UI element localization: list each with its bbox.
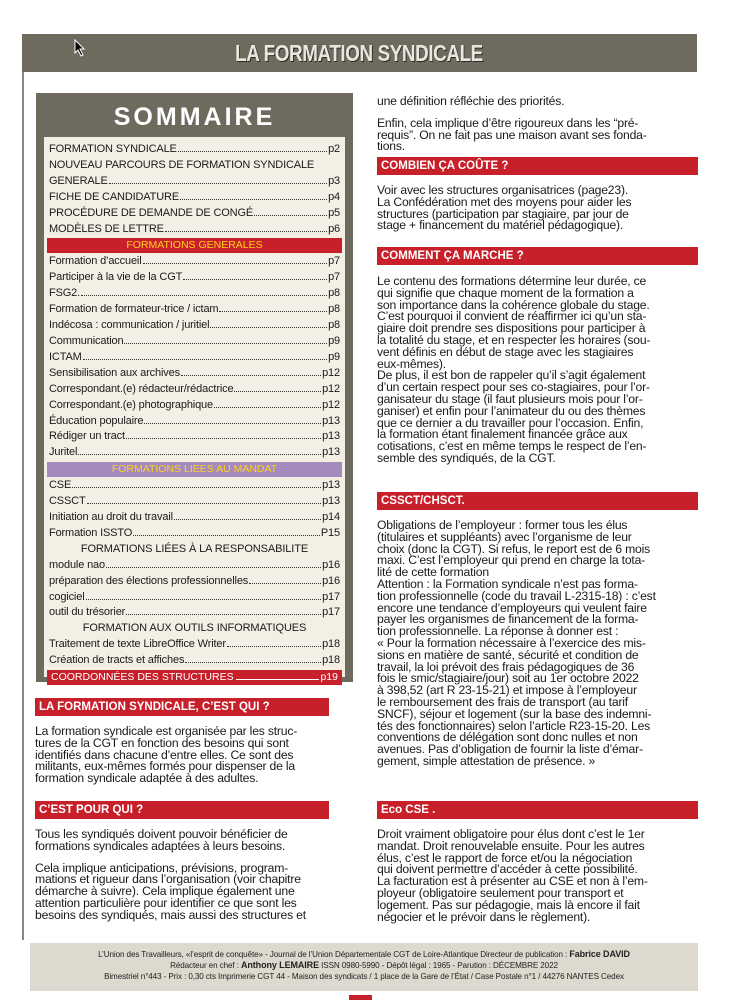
toc-item-page: p5 [328, 206, 340, 219]
toc-item-page: p6 [328, 222, 340, 235]
text-line: Droit vraiment obligatoire pour élus dont c’est le 1er [377, 827, 645, 841]
text-line: Tous les syndiqués doivent pouvoir bénéficier de [35, 827, 288, 841]
band-formations-generales: FORMATIONS GENERALES [47, 238, 342, 253]
text-line: identifiés dans chacune d’entre elles. Ce sont des [35, 747, 294, 762]
text-line: qui doivent permettre d’accéder à cette possibilité. [377, 862, 638, 877]
footer-text: Rédacteur en chef : [170, 961, 241, 971]
text-line: eux-mêmes). [377, 356, 446, 371]
toc-item-page: p12 [322, 366, 340, 379]
text-line: stage + financement du matériel pédagogique). [377, 218, 624, 233]
toc-item[interactable] [47, 398, 342, 414]
leader-line [126, 614, 321, 615]
toc-item[interactable] [47, 334, 342, 350]
toc-item-page: P15 [320, 526, 340, 539]
toc-coordonnees[interactable] [47, 670, 342, 685]
text-line: tés des fonctionnaires) selon l’article R23-15-20. Les [377, 718, 651, 733]
section-title-eco-cse: Eco CSE . [377, 801, 698, 819]
leader-line [165, 231, 327, 232]
toc-item-label: Formation d’accueil [49, 255, 142, 268]
toc-item[interactable] [47, 526, 342, 542]
section-text-marche [377, 276, 698, 465]
leader-line [81, 295, 327, 296]
leader-line [86, 599, 322, 600]
leader-line [109, 183, 327, 184]
section-text-qui [35, 726, 329, 785]
toc-item-label: Initiation au droit du travail [49, 511, 173, 524]
text-line: La Confédération met des moyens pour aider les [377, 194, 632, 209]
toc-item-label: Indécosa : communication / juritiel [49, 319, 210, 332]
text-line: ployeur (obligatoire seulement pour transport et [377, 885, 624, 900]
toc-item-label: module nao [49, 558, 105, 571]
text-line: La formation syndicale est organisée par les struc- [35, 724, 298, 738]
toc-coordonnees-page: p19 [320, 671, 338, 684]
leader-line [178, 151, 327, 152]
text-line: travail, la loi prévoit des frais pédagogiques de 36 [377, 659, 635, 674]
text-line: « Pour la formation nécessaire à l’exercice des mis- [377, 635, 646, 650]
paragraph [377, 276, 698, 465]
section-text-eco-cse [377, 829, 698, 923]
leader-line [143, 263, 328, 264]
band-formations-mandat: FORMATIONS LIEES AU MANDAT [47, 462, 342, 477]
text-line: conventions de délégation sont donc nulles et non [377, 730, 638, 745]
footer-text: ISSN 0980-5990 - Dépôt légal : 1965 - Parution : DÉCEMBRE 2022 [318, 961, 558, 971]
text-line: maxi. C’est l’employeur qui prend en charge la tota- [377, 553, 646, 568]
toc-item[interactable] [47, 302, 342, 318]
text-line: tures de la CGT en fonction des besoins qui sont [35, 735, 289, 750]
leader-line [236, 679, 320, 680]
leader-line [126, 438, 321, 439]
text-line: Voir avec les structures organisatrices (page23). [377, 183, 628, 197]
toc-item[interactable] [47, 590, 342, 606]
toc-item-label: Juritel [49, 446, 78, 459]
leader-line [249, 583, 321, 584]
leader-line [78, 454, 321, 455]
text-line: C’est pourquoi il convient de réaffirmer ici qu’un sta- [377, 309, 647, 324]
toc-item-label: ICTAM [49, 350, 82, 363]
text-line: que ce dernier a du travailler pour l’occasion. Enfin, [377, 415, 644, 430]
text-line: Cela implique anticipations, prévisions, program- [35, 860, 289, 875]
section-title-qui: LA FORMATION SYNDICALE, C’EST QUI ? [35, 698, 329, 716]
toc-item[interactable] [47, 653, 342, 669]
text-line: son importance dans la cohérence globale du stage. [377, 297, 650, 312]
sommaire-title: SOMMAIRE [113, 103, 276, 131]
leader-line [183, 279, 327, 280]
text-line: besoins des syndiqués, mais aussi des structures et [35, 907, 306, 922]
toc-item-page: p17 [322, 590, 340, 603]
text-line: De plus, il est bon de rappeler qu’il s’agit également [377, 368, 646, 383]
section-title-cout: COMBIEN ÇA COÛTE ? [377, 157, 698, 175]
text-line: la formation étant finalement financée grâce aux [377, 427, 628, 442]
leader-line [185, 662, 321, 663]
sommaire-box [36, 93, 353, 682]
text-line: formations syndicales adaptées à leurs besoins. [35, 838, 286, 853]
footer-line-2 [36, 960, 692, 971]
toc-item-label: Participer à la vie de la CGT [49, 271, 183, 284]
toc-item[interactable] [47, 270, 342, 286]
toc-item-label: NOUVEAU PARCOURS DE FORMATION SYNDICALE [49, 158, 315, 171]
toc-item-page: p9 [328, 350, 340, 363]
heading-responsabilite: FORMATIONS LIÉES À LA RESPONSABILITE [80, 542, 309, 555]
footer-line-1 [36, 949, 692, 960]
text-line: mations et rigueur dans l’organisation (voir chapitre [35, 872, 301, 887]
toc-item-label: FICHE DE CANDIDATURE [49, 190, 180, 203]
leader-line [87, 503, 322, 504]
toc-item-page: p13 [322, 430, 340, 443]
section-text-pour-qui [35, 829, 329, 922]
text-line: logement. Pas sur pédagogie, mais là encore il fait [377, 897, 640, 912]
toc-item-page: p3 [328, 174, 340, 187]
text-line: démarche à suivre). Cela implique également une [35, 884, 295, 899]
toc-item-label: Communication [49, 334, 124, 347]
text-line: tion professionnelle. La réponse à donner est : [377, 624, 619, 639]
leader-line [181, 375, 321, 376]
toc-item[interactable] [47, 142, 342, 158]
leader-line [72, 487, 321, 488]
toc-item-page: p16 [322, 574, 340, 587]
toc-item-page: p13 [322, 414, 340, 427]
toc-item-page: p7 [328, 271, 340, 284]
section-text-cout [377, 185, 698, 232]
text-line: formation syndicale adaptée à des adultes. [35, 771, 259, 786]
text-line: élus, c’est le rapport de force et/ou la négociation [377, 850, 633, 865]
text-line: requis”. On ne fait pas une maison avant ses fonda- [377, 127, 647, 142]
text-line: mandat. Droit renouvelable ensuite. Pour les autres [377, 838, 645, 853]
toc-item-label: Formation ISSTO [49, 526, 133, 539]
section-title-cssct: CSSCT/CHSCT. [377, 492, 698, 510]
text-line: la totalité du stage, et en respecter les horaires (sou- [377, 332, 651, 347]
toc-item[interactable] [47, 558, 342, 574]
leader-line [180, 199, 327, 200]
toc-item[interactable] [47, 350, 342, 366]
text-line: tions. [377, 139, 405, 154]
toc-item-page: p4 [328, 190, 340, 203]
footer-line-3: Bimestriel n°443 - Prix : 0,30 cts Imprimerie CGT 44 - Maison des syndicats / 1 place de la Gare de l’État / Case Postale n°1 / 44276 NANTES Cedex [104, 972, 624, 982]
section-text-cssct [377, 520, 698, 768]
text-line: qui signifie que chaque moment de la formation a [377, 285, 634, 300]
toc-item-page: p14 [322, 511, 340, 524]
toc-item[interactable] [47, 605, 342, 621]
toc-item-page: p18 [322, 654, 340, 667]
footer-text: L’Union des Travailleurs, «l’esprit de conquête» - Journal de l’Union Départementale CGT de Loire-Atlantique Directeur de publication : [98, 950, 570, 959]
toc-item[interactable] [47, 478, 342, 494]
toc-item-page: p13 [322, 446, 340, 459]
toc-coordonnees-label: COORDONNÉES DES STRUCTURES [51, 671, 234, 684]
text-line: choix (donc la CGT). Si refus, le report est de 6 mois [377, 541, 651, 556]
text-line: payer les organismes de financement de la forma- [377, 612, 639, 627]
toc-item-page: p17 [322, 606, 340, 619]
toc-item-label: Correspondant.(e) photographique [49, 398, 213, 411]
toc-item[interactable] [47, 445, 342, 461]
leader-line [219, 311, 327, 312]
toc-item-page: p8 [328, 287, 340, 300]
leader-line [214, 407, 321, 408]
toc-item-label: préparation des élections professionnelles [49, 574, 249, 587]
leader-line [133, 535, 320, 536]
toc-item-page: p12 [322, 398, 340, 411]
section-text-intro [377, 96, 698, 153]
left-rule [22, 72, 24, 940]
toc-item-label: FORMATION SYNDICALE [49, 143, 177, 155]
paragraph [35, 860, 329, 922]
toc-item[interactable] [47, 574, 342, 590]
text-line: La facturation est à présenter au CSE et non à l’em- [377, 874, 648, 889]
text-line: ganisateur du stage (il faut plusieurs mois pour l’or- [377, 391, 643, 406]
toc-item[interactable] [47, 637, 342, 653]
toc-item-page: p18 [322, 638, 340, 651]
text-line: Le contenu des formations détermine leur durée, ce [377, 274, 647, 288]
toc-item-label: Traitement de texte LibreOffice Writer [49, 638, 226, 651]
text-line: sions en matière de santé, sécurité et condition de [377, 647, 639, 662]
toc-item[interactable] [47, 174, 342, 190]
text-line: encore une tendance d’employeurs qui veulent faire [377, 600, 647, 615]
toc-item-label: cogiciel [49, 590, 85, 603]
toc-item-label: outil du trésorier [49, 606, 126, 619]
toc-item[interactable] [47, 222, 342, 238]
text-line: attention particulière pour identifier ce que sont les [35, 895, 297, 910]
toc-item[interactable] [47, 494, 342, 510]
leader-line [254, 215, 327, 216]
text-line: négocier et le prévoir dans le règlement). [377, 909, 591, 924]
text-line: giaire doit prendre ses dispositions pour participer à [377, 321, 646, 336]
toc-item[interactable] [47, 190, 342, 206]
leader-line [144, 423, 321, 424]
paragraph [377, 829, 698, 923]
leader-line [124, 343, 327, 344]
toc-item-page: p12 [322, 382, 340, 395]
section-title-marche: COMMENT ÇA MARCHE ? [377, 247, 698, 265]
toc-item-page: p7 [328, 255, 340, 268]
text-line: fois le smic/stagiaire/jour) soit au 1er octobre 2022 [377, 671, 639, 686]
paragraph [35, 726, 329, 785]
text-line: vent définis en début de stage avec les stagiaires [377, 344, 634, 359]
toc-item[interactable] [47, 414, 342, 430]
toc-item[interactable] [47, 429, 342, 445]
paragraph [377, 185, 698, 232]
toc-item-label: MODÈLES DE LETTRE [49, 222, 164, 235]
text-line: Enfin, cela implique d’être rigoureux dans les “pré- [377, 115, 639, 130]
section-title-pour-qui: C’EST POUR QUI ? [35, 801, 329, 819]
page-marker [349, 995, 372, 1000]
toc-item-page: p13 [322, 479, 340, 492]
text-line: une définition réfléchie des priorités. [377, 94, 565, 108]
toc-item[interactable] [47, 382, 342, 398]
leader-line [227, 646, 321, 647]
text-line: d’un certain respect pour ses co-stagiaires, pour l’or- [377, 380, 650, 395]
heading-outils: FORMATION AUX OUTILS INFORMATIQUES [82, 622, 307, 635]
toc-item-label: Correspondant.(e) rédacteur/rédactrice [49, 382, 234, 395]
toc-item-page: p2 [328, 143, 340, 155]
toc-item-page: p9 [328, 334, 340, 347]
leader-line [174, 519, 321, 520]
toc-item-label: CSSCT [49, 495, 86, 508]
leader-line [234, 391, 321, 392]
toc-item-label: Éducation populaire [49, 414, 144, 427]
toc-item[interactable] [47, 206, 342, 222]
toc-item-label: Sensibilisation aux archives [49, 366, 180, 379]
toc-item-page: p16 [322, 558, 340, 571]
toc-item-page: p13 [322, 495, 340, 508]
text-line: cotisations, c’est en même temps le respect de l’en- [377, 439, 647, 454]
paragraph [377, 96, 698, 108]
paragraph [35, 829, 329, 853]
toc-item-label: CSE [49, 479, 72, 492]
text-line: Attention : la Formation syndicale n’est pas forma- [377, 576, 638, 591]
toc-item[interactable] [47, 286, 342, 302]
toc-item[interactable] [47, 254, 342, 270]
toc-item-label: Rédiger un tract [49, 430, 125, 443]
toc-item[interactable] [47, 318, 342, 334]
toc-item[interactable] [47, 510, 342, 526]
text-line: structures (participation par stagiaire, par jour de [377, 206, 629, 221]
toc-item-label: GENERALE [49, 174, 108, 187]
text-line: avenues. Pas d’obligation de fournir la liste d’émar- [377, 742, 643, 757]
mouse-pointer-icon [74, 39, 86, 57]
toc-item-page: p8 [328, 319, 340, 332]
editor-name: Anthony LEMAIRE [240, 960, 319, 971]
page-title: LA FORMATION SYNDICALE [235, 39, 484, 66]
text-line: Obligations de l’employeur : former tous les élus [377, 518, 628, 532]
text-line: le remboursement des frais de transport (au tarif [377, 694, 628, 709]
toc-item-label: Création de tracts et affiches [49, 654, 185, 667]
toc-item[interactable] [47, 366, 342, 382]
toc-item-page: p8 [328, 303, 340, 316]
text-line: semble des syndiqués, de la CGT. [377, 450, 556, 465]
text-line: militants, eux-mêmes formés pour dispenser de la [35, 759, 295, 774]
leader-line [83, 359, 327, 360]
toc-item-label: Formation de formateur-trice / ictam [49, 303, 219, 316]
text-line: gement, simple attestation de présence. » [377, 753, 596, 768]
text-line: à 398,52 (art R 23-15-21) et impose à l’employeur [377, 683, 637, 698]
page-header [22, 34, 697, 72]
toc-item-label: FSG2. [49, 287, 81, 300]
publication-footer [30, 943, 698, 991]
text-line: tion professionnelle (code du travail L-2315-18) : c’est [377, 588, 656, 603]
text-line: SNCF), séjour et logement (sur la base des indemni- [377, 706, 652, 721]
paragraph [377, 115, 698, 154]
text-line: (titulaires et suppléants) avec l’organisme de leur [377, 529, 632, 544]
toc-item-label: PROCÉDURE DE DEMANDE DE CONGÉ [49, 206, 254, 219]
paragraph [377, 520, 698, 768]
leader-line [210, 327, 327, 328]
leader-line [106, 567, 321, 568]
director-name: Fabrice DAVID [569, 949, 630, 959]
toc-item[interactable] [47, 158, 342, 174]
text-line: ganiser) et enfin pour l’animateur du ou des thèmes [377, 403, 646, 418]
text-line: lité de cette formation [377, 565, 489, 580]
sommaire-list [44, 137, 345, 684]
